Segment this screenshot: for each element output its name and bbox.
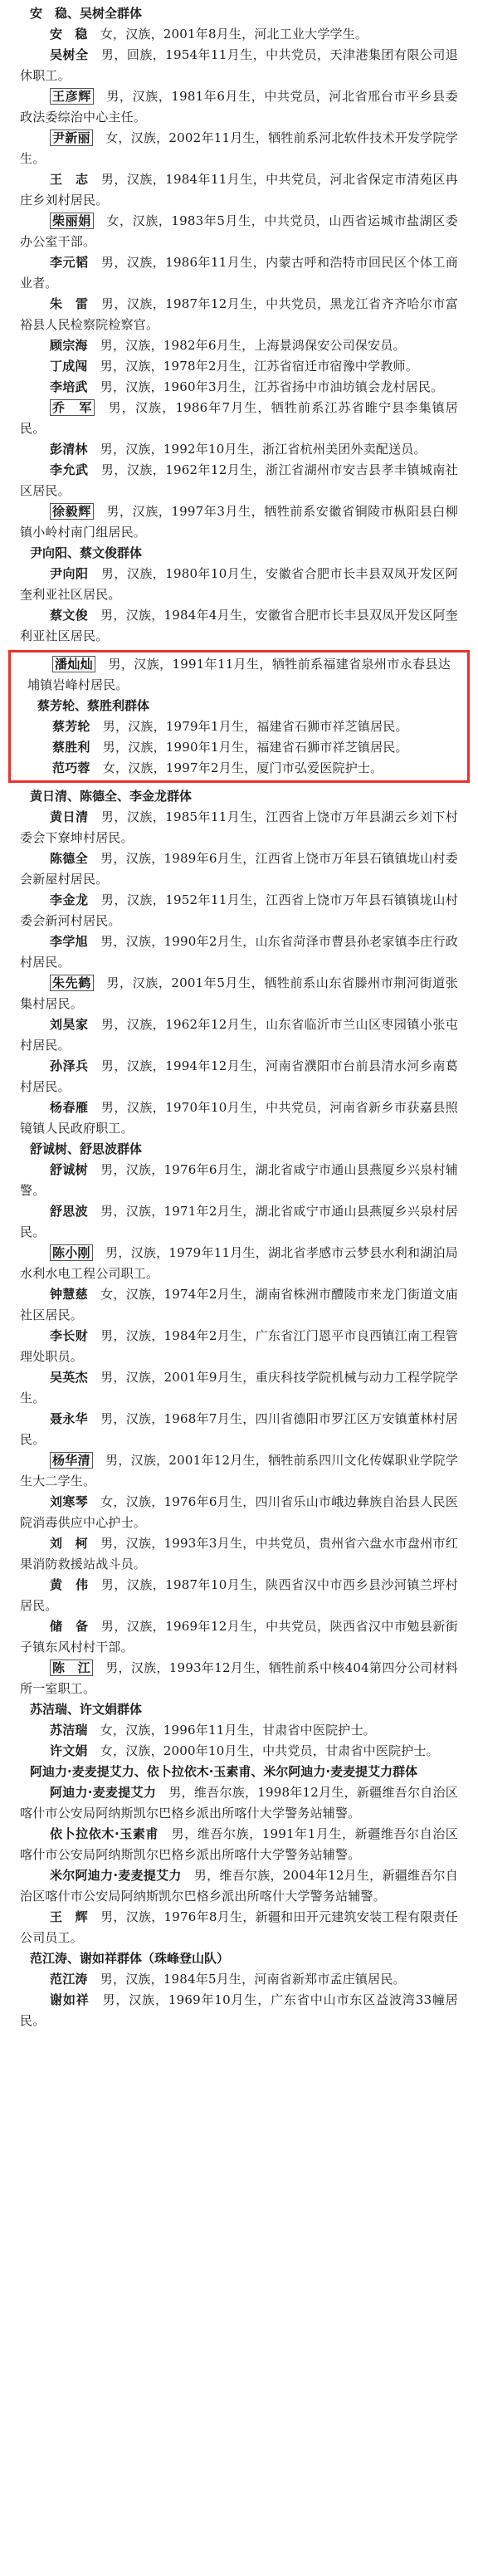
person-entry bbox=[0, 1616, 478, 1658]
person-entry bbox=[0, 439, 478, 460]
group-heading: 黄日清、陈德全、李金龙群体 bbox=[30, 789, 193, 804]
person-entry bbox=[0, 1658, 478, 1699]
person-description: 男，汉族，1987年12月生，中共党员，黑龙江省齐齐哈尔市富裕县人民检察院检察官。 bbox=[20, 296, 458, 332]
person-entry bbox=[21, 716, 457, 737]
person-description: 男，汉族，1979年1月生，福建省石狮市祥芝镇居民。 bbox=[90, 719, 408, 734]
person-entry bbox=[0, 1865, 478, 1907]
person-entry bbox=[0, 128, 478, 169]
person-name: 钟慧慈 bbox=[50, 1287, 88, 1302]
person-name: 陈 江 bbox=[50, 1659, 93, 1676]
person-entry bbox=[0, 1741, 478, 1762]
person-description: 男，汉族，1971年2月生，湖北省咸宁市通山县燕厦乡兴泉村居民。 bbox=[20, 1204, 459, 1239]
person-name: 李长财 bbox=[50, 1328, 88, 1343]
person-entry bbox=[0, 1533, 478, 1575]
person-description: 男，汉族，1990年1月生，福建省石狮市祥芝镇居民。 bbox=[90, 740, 408, 755]
person-entry bbox=[21, 737, 457, 758]
person-description: 女，汉族，2000年10月生，中共党员，甘肃省中医院护士。 bbox=[87, 1743, 439, 1758]
person-description: 男，汉族，1969年10月生，广东省中山市东区益波湾33幢居民。 bbox=[20, 1992, 458, 2028]
person-entry bbox=[0, 1990, 478, 2031]
person-description: 男，汉族，1985年11月生，江西省上饶市万年县湖云乡刘下村委会下寮坤村居民。 bbox=[20, 809, 458, 845]
person-entry bbox=[0, 1201, 478, 1243]
person-entry bbox=[0, 1575, 478, 1616]
person-description: 男，汉族，1970年10月生，中共党员，河南省新乡市获嘉县照镜镇人民政府职工。 bbox=[20, 1100, 458, 1136]
person-name: 蔡胜利 bbox=[52, 740, 90, 755]
person-name: 聂永华 bbox=[50, 1411, 88, 1426]
person-name: 黄日清 bbox=[50, 809, 89, 824]
person-entry bbox=[0, 45, 478, 86]
person-entry bbox=[0, 460, 478, 501]
person-name: 李允武 bbox=[50, 462, 89, 477]
group-heading: 尹向阳、蔡文俊群体 bbox=[30, 545, 143, 560]
person-entry bbox=[0, 1969, 478, 1990]
person-name: 蔡文俊 bbox=[50, 608, 88, 623]
person-name: 王 辉 bbox=[50, 1909, 88, 1924]
person-description: 女，汉族，2002年11月生，牺牲前系河北软件技术开发学院学生。 bbox=[20, 130, 458, 166]
person-name: 米尔阿迪力·麦麦提艾力 bbox=[50, 1868, 182, 1883]
person-description: 男，汉族，1993年12月生，牺牲前系中核404第四分公司材料所一室职工。 bbox=[20, 1660, 458, 1696]
person-description: 男，汉族，1989年6月生，江西省上饶市万年县石镇镇垅山村委会新屋村居民。 bbox=[20, 851, 459, 887]
person-description: 女，汉族，1996年11月生，甘肃省中医院护士。 bbox=[87, 1723, 376, 1738]
person-name: 谢如祥 bbox=[50, 1992, 90, 2007]
person-description: 男，汉族，1997年3月生，牺牲前系安徽省铜陵市枞阳县白柳镇小岭村南门组居民。 bbox=[20, 504, 458, 540]
person-name: 李学旭 bbox=[50, 934, 88, 949]
person-entry bbox=[21, 654, 457, 696]
person-name: 吴树全 bbox=[50, 47, 89, 62]
person-name: 徐毅辉 bbox=[50, 503, 94, 520]
person-entry bbox=[0, 890, 478, 931]
person-entry bbox=[0, 211, 478, 252]
person-entry bbox=[0, 1326, 478, 1367]
person-description: 男，维吾尔族，1991年1月生，新疆维吾尔自治区喀什市公安局阿纳斯凯尔巴格乡派出所喀什大学警务站辅警。 bbox=[20, 1826, 458, 1862]
person-description: 男，汉族，1981年6月生，中共党员，河北省邢台市平乡县委政法委综治中心主任。 bbox=[20, 89, 458, 125]
group-heading: 舒诚树、舒思波群体 bbox=[30, 1141, 143, 1156]
person-name: 范江涛 bbox=[50, 1972, 88, 1987]
group-heading: 安 稳、吴树全群体 bbox=[30, 6, 143, 21]
person-description: 男，维吾尔族，2004年12月生，新疆维吾尔自治区喀什市公安局阿纳斯凯尔巴格乡派出所喀什大学警务站辅警。 bbox=[20, 1868, 458, 1904]
person-name: 朱 雷 bbox=[50, 296, 89, 311]
person-entry bbox=[0, 1097, 478, 1139]
person-name: 李金龙 bbox=[50, 892, 89, 907]
person-entry bbox=[0, 377, 478, 398]
person-description: 男，汉族，1969年12月生，中共党员，陕西省汉中市勉县新街子镇东风村村干部。 bbox=[20, 1619, 458, 1655]
highlight-box bbox=[8, 650, 470, 783]
person-entry bbox=[0, 1284, 478, 1326]
person-entry bbox=[0, 807, 478, 848]
group-heading: 阿迪力·麦麦提艾力、依卜拉依木·玉素甫、米尔阿迪力·麦麦提艾力群体 bbox=[30, 1764, 418, 1779]
person-name: 刘昊家 bbox=[50, 1017, 89, 1032]
person-description: 男，汉族，1978年2月生，江苏省宿迁市宿豫中学教师。 bbox=[87, 359, 418, 374]
person-description: 男，回族，1954年11月生，中共党员，天津港集团有限公司退休职工。 bbox=[20, 47, 458, 83]
person-entry bbox=[0, 605, 478, 647]
person-description: 男，汉族，1976年8月生，新疆和田开元建筑安装工程有限责任公司员工。 bbox=[20, 1909, 459, 1945]
person-entry bbox=[0, 931, 478, 973]
person-name: 顾宗海 bbox=[50, 338, 88, 353]
person-name: 许文娟 bbox=[50, 1743, 88, 1758]
person-description: 男，汉族，2001年12月生，牺牲前系四川文化传媒职业学院学生大二学生。 bbox=[20, 1453, 458, 1488]
person-description: 女，汉族，1983年5月生，中共党员，山西省运城市盐湖区委办公室干部。 bbox=[20, 213, 458, 249]
person-description: 男，汉族，1984年11月生，中共党员，河北省保定市清苑区冉庄乡刘村居民。 bbox=[20, 172, 458, 208]
person-name: 朱先鹤 bbox=[50, 975, 94, 991]
person-name: 陈德全 bbox=[50, 851, 88, 866]
person-description: 男，汉族，1952年11月生，江西省上饶市万年县石镇镇垅山村委会新河村居民。 bbox=[20, 892, 458, 928]
person-entry bbox=[0, 24, 478, 45]
person-description: 女，汉族，1974年2月生，湖南省株洲市醴陵市来龙门街道文庙社区居民。 bbox=[20, 1287, 459, 1322]
person-entry bbox=[0, 848, 478, 890]
person-entry bbox=[0, 86, 478, 128]
person-description: 男，汉族，1980年10月生，安徽省合肥市长丰县双凤开发区阿奎利亚社区居民。 bbox=[20, 566, 458, 602]
person-entry bbox=[0, 252, 478, 294]
person-name: 尹向阳 bbox=[50, 566, 89, 581]
person-entry bbox=[0, 973, 478, 1014]
person-description: 男，汉族，1968年7月生，四川省德阳市罗江区万安镇董林村居民。 bbox=[20, 1411, 459, 1447]
person-description: 男，汉族，2001年9月生，重庆科技学院机械与动力工程学院学生。 bbox=[20, 1370, 459, 1405]
person-name: 吴英杰 bbox=[50, 1370, 88, 1385]
person-description: 男，汉族，1990年2月生，山东省菏泽市曹县孙老家镇李庄行政村居民。 bbox=[20, 934, 459, 970]
person-description: 男，汉族，2001年5月生，牺牲前系山东省滕州市荆河街道张集村居民。 bbox=[20, 975, 458, 1011]
person-description: 女，汉族，1997年2月生，厦门市弘爱医院护士。 bbox=[90, 760, 383, 775]
person-description: 男，汉族，1976年6月生，湖北省咸宁市通山县燕厦乡兴泉村辅警。 bbox=[20, 1162, 459, 1198]
person-description: 男，汉族，1962年12月生，山东省临沂市兰山区枣园镇小张屯村居民。 bbox=[20, 1017, 458, 1053]
person-name: 丁成闯 bbox=[50, 359, 88, 374]
person-name: 苏洁瑞 bbox=[50, 1723, 88, 1738]
person-entry bbox=[0, 1907, 478, 1948]
person-entry bbox=[0, 1824, 478, 1865]
person-name: 储 备 bbox=[50, 1619, 89, 1634]
person-description: 男，汉族，1984年2月生，广东省江门恩平市良西镇江南工程管理处职员。 bbox=[20, 1328, 459, 1364]
person-entry bbox=[0, 1492, 478, 1533]
person-entry bbox=[0, 1450, 478, 1492]
person-name: 杨华清 bbox=[50, 1452, 93, 1469]
person-entry bbox=[0, 1014, 478, 1056]
person-description: 男，汉族，1994年12月生，河南省濮阳市台前县清水河乡南葛村居民。 bbox=[20, 1058, 458, 1094]
person-name: 潘灿灿 bbox=[52, 656, 95, 672]
person-name: 刘 柯 bbox=[50, 1536, 88, 1551]
person-description: 男，汉族，1987年10月生，陕西省汉中市西乡县沙河镇兰坪村居民。 bbox=[20, 1577, 458, 1613]
person-entry bbox=[0, 564, 478, 605]
person-name: 尹新丽 bbox=[50, 130, 93, 146]
person-description: 男，汉族，1986年7月生，牺牲前系江苏省睢宁县李集镇居民。 bbox=[20, 400, 458, 436]
person-entry bbox=[0, 1409, 478, 1450]
person-entry bbox=[0, 335, 478, 356]
person-entry bbox=[21, 758, 457, 779]
person-name: 阿迪力·麦麦提艾力 bbox=[50, 1785, 157, 1800]
group-heading: 蔡芳轮、蔡胜利群体 bbox=[37, 698, 150, 713]
person-name: 依卜拉依木·玉素甫 bbox=[50, 1826, 159, 1841]
person-description: 女，汉族，2001年8月生，河北工业大学学生。 bbox=[87, 27, 368, 42]
person-name: 范巧蓉 bbox=[52, 760, 90, 775]
person-entry bbox=[0, 501, 478, 543]
person-name: 王 志 bbox=[50, 172, 89, 187]
person-entry bbox=[0, 1056, 478, 1097]
person-name: 李培武 bbox=[50, 379, 88, 394]
person-name: 舒思波 bbox=[50, 1204, 88, 1219]
group-heading: 范江涛、谢如祥群体（珠峰登山队） bbox=[30, 1951, 230, 1966]
person-name: 王彦辉 bbox=[50, 88, 94, 105]
group-heading: 苏洁瑞、许文娟群体 bbox=[30, 1702, 143, 1717]
person-entry bbox=[0, 356, 478, 377]
person-name: 李元韬 bbox=[50, 255, 89, 270]
person-description: 男，汉族，1960年3月生，江苏省扬中市油坊镇会龙村居民。 bbox=[87, 379, 444, 394]
person-description: 男，汉族，1986年11月生，内蒙古呼和浩特市回民区个体工商业者。 bbox=[20, 255, 458, 291]
person-entry bbox=[0, 398, 478, 439]
person-description: 男，汉族，1962年12月生，浙江省湖州市安吉县孝丰镇城南社区居民。 bbox=[20, 462, 458, 498]
person-description: 男，汉族，1992年10月生，浙江省杭州美团外卖配送员。 bbox=[87, 442, 427, 457]
person-entry bbox=[0, 1243, 478, 1284]
person-description: 男，汉族，1979年11月生，湖北省孝感市云梦县水利和湖泊局水利水电工程公司职工。 bbox=[20, 1245, 458, 1281]
person-description: 男，维吾尔族，1998年12月生，新疆维吾尔自治区喀什市公安局阿纳斯凯尔巴格乡派出所喀什大学警务站辅警。 bbox=[20, 1785, 458, 1821]
person-description: 男，汉族，1991年11月生，牺牲前系福建省泉州市永春县达埔镇岩峰村居民。 bbox=[27, 657, 451, 692]
person-name: 杨春雁 bbox=[50, 1100, 89, 1115]
person-name: 刘寒琴 bbox=[50, 1494, 88, 1509]
person-name: 舒诚树 bbox=[50, 1162, 88, 1177]
person-entry bbox=[0, 294, 478, 335]
person-description: 男，汉族，1982年6月生，上海景鸿保安公司保安员。 bbox=[87, 338, 406, 353]
person-name: 彭清林 bbox=[50, 442, 88, 457]
person-entry bbox=[0, 1782, 478, 1824]
person-name: 黄 伟 bbox=[50, 1577, 89, 1592]
person-description: 男，汉族，1984年4月生，安徽省合肥市长丰县双凤开发区阿奎利亚社区居民。 bbox=[20, 608, 459, 643]
person-name: 蔡芳轮 bbox=[52, 719, 90, 734]
person-entry bbox=[0, 1720, 478, 1741]
person-name: 孙泽兵 bbox=[50, 1058, 89, 1073]
person-entry bbox=[0, 1160, 478, 1201]
person-description: 男，汉族，1984年5月生，河南省新郑市孟庄镇居民。 bbox=[87, 1972, 406, 1987]
person-description: 女，汉族，1976年6月生，四川省乐山市峨边彝族自治县人民医院消毒供应中心护士。 bbox=[20, 1494, 459, 1530]
person-entry bbox=[0, 1367, 478, 1409]
person-name: 陈小刚 bbox=[50, 1244, 93, 1261]
person-description: 男，汉族，1993年3月生，中共党员，贵州省六盘水市盘州市红果消防救援站战斗员。 bbox=[20, 1536, 459, 1572]
person-entry bbox=[0, 169, 478, 211]
person-name: 乔 军 bbox=[50, 399, 95, 416]
person-name: 柴丽娟 bbox=[50, 213, 94, 229]
person-name: 安 稳 bbox=[50, 27, 88, 42]
